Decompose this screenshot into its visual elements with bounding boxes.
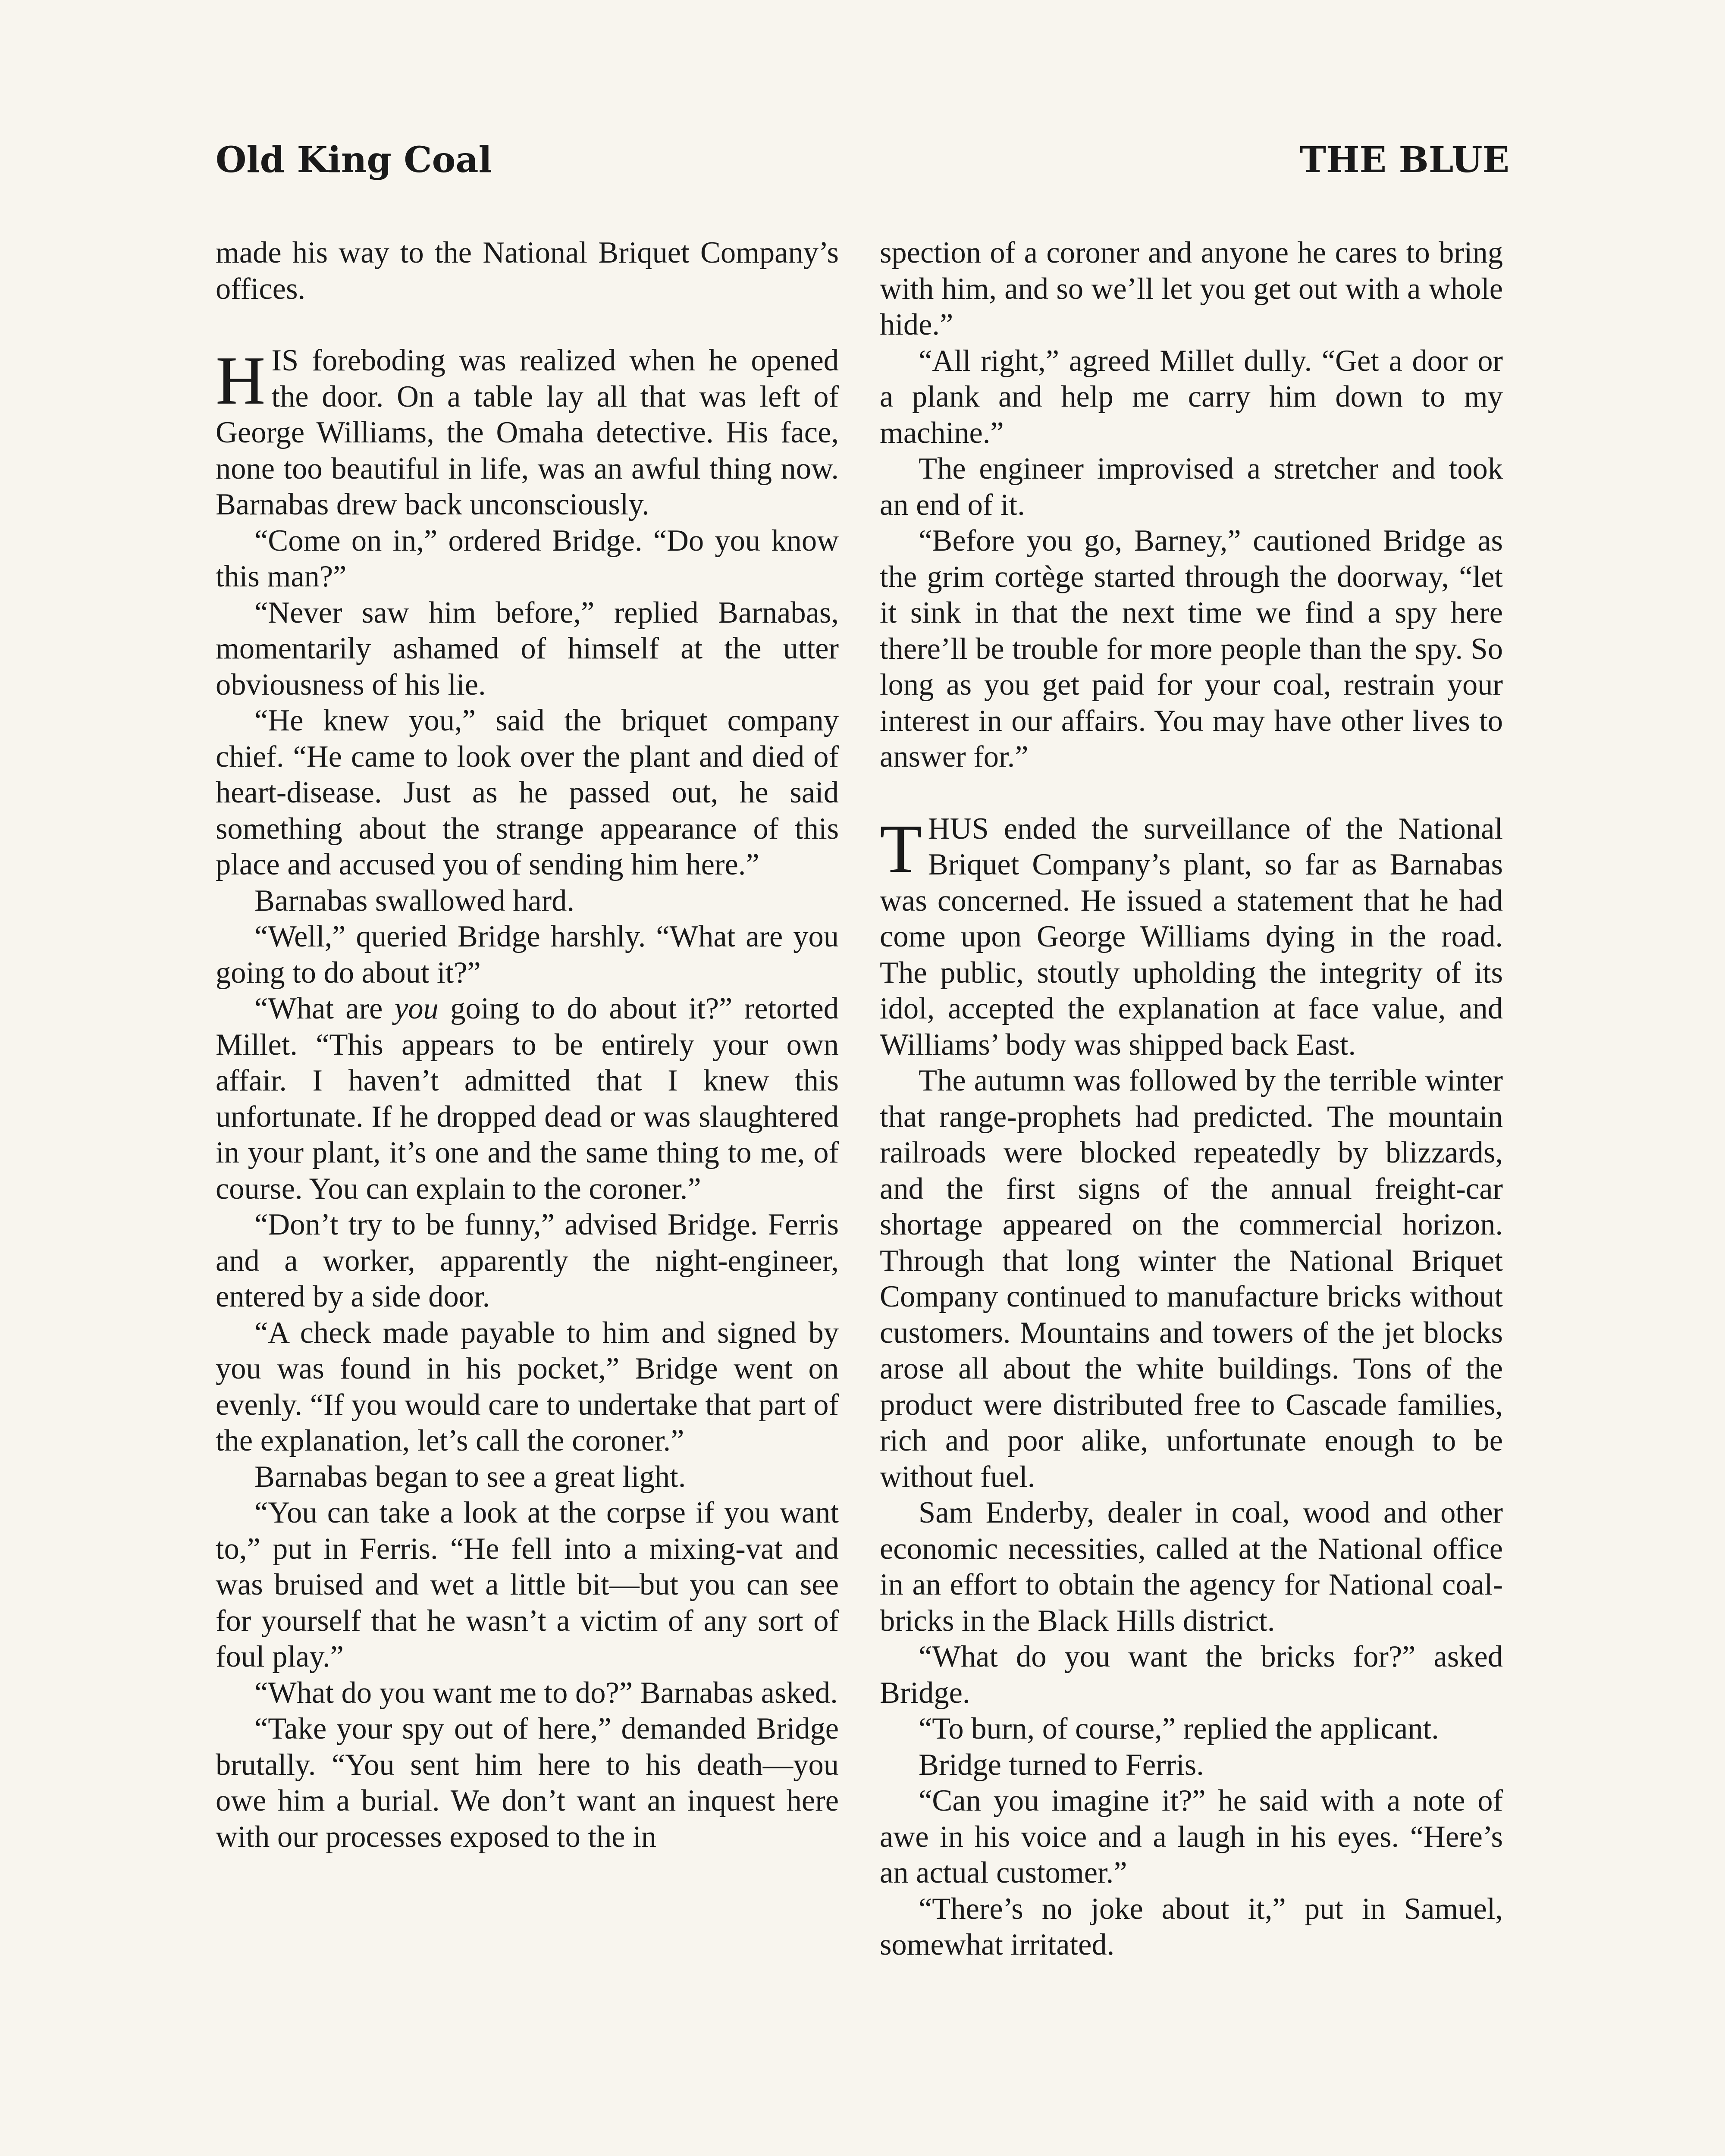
paragraph-text: HUS ended the surveillance of the National Briquet Company’s plant, so far as Barnabas was concerned. He issued a statement that he had come upon George Williams dying in the road. The public, stoutly upholding the integrity of its idol, accepted the explanation at face value, and Williams’ body was shipped back East. xyxy=(880,812,1503,1062)
paragraph: “Before you go, Barney,” cautioned Bridge as the grim cortège started through the doorway, “let it sink in that the next time we find a spy here there’ll be trouble for more people than the spy. So long as you get paid for your coal, restrain your interest in our affairs. You may have other lives to answer for.” xyxy=(880,524,1503,774)
paragraph xyxy=(216,991,839,1207)
paragraph: Barnabas began to see a great light. xyxy=(254,1460,686,1494)
drop-cap: T xyxy=(880,810,922,887)
left-column xyxy=(216,235,839,1855)
paragraph: “Can you imagine it?” he said with a note of awe in his voice and a laugh in his eyes. “Here’s an actual customer.” xyxy=(880,1784,1503,1890)
paragraph: “To burn, of course,” replied the applicant. xyxy=(919,1712,1439,1745)
paragraph: “Take your spy out of here,” demanded Bridge brutally. “You sent him here to his death—you owe him a burial. We don’t want an inquest here with our processes exposed to the in xyxy=(216,1712,839,1854)
paragraph: Barnabas swallowed hard. xyxy=(254,884,574,918)
paragraph: “All right,” agreed Millet dully. “Get a door or a plank and help me carry him down to my machine.” xyxy=(880,344,1503,450)
paragraph: “Don’t try to be funny,” advised Bridge. Ferris and a worker, apparently the night-engineer, entered by a side door. xyxy=(216,1208,839,1313)
paragraph: “Never saw him before,” replied Barnabas, momentarily ashamed of himself at the utter obviousness of his lie. xyxy=(216,595,839,702)
paragraph: “You can take a look at the corpse if you want to,” put in Ferris. “He fell into a mixing-vat and was bruised and wet a little bit—but you can see for yourself that he wasn’t a victim of any sort of foul play.” xyxy=(216,1496,839,1673)
running-title: Old King Coal xyxy=(216,139,492,181)
paragraph-text: “What are xyxy=(254,992,395,1025)
paragraph xyxy=(216,343,839,523)
paragraph: “What do you want me to do?” Barnabas asked. xyxy=(254,1676,838,1710)
emphasis: you xyxy=(394,992,439,1025)
paragraph: “Well,” queried Bridge harshly. “What are you going to do about it?” xyxy=(216,920,839,990)
paragraph: “Come on in,” ordered Bridge. “Do you know this man?” xyxy=(216,523,839,593)
paragraph: “He knew you,” said the briquet company chief. “He came to look over the plant and died of heart-disease. Just as he passed out, he said something about the strange appearance of this place and accused you of sending him here.” xyxy=(216,704,839,881)
paragraph: Sam Enderby, dealer in coal, wood and other economic necessities, called at the National office in an effort to obtain the agency for National coal-bricks in the Black Hills district. xyxy=(880,1496,1503,1638)
paragraph xyxy=(880,811,1503,1063)
paragraph: “A check made payable to him and signed by you was found in his pocket,” Bridge went on evenly. “If you would care to undertake that part of the explanation, let’s call the coroner.” xyxy=(216,1316,839,1457)
paragraph: spection of a coroner and anyone he cares to bring with him, and so we’ll let you get out with a whole hide.” xyxy=(880,236,1503,342)
paragraph: The autumn was followed by the terrible winter that range-prophets had predicted. The mountain railroads were blocked repeatedly by blizzards, and the first signs of the annual freight-car shortage appeared on the commercial horizon. Through that long winter the National Briquet Company continued to manufacture bricks without customers. Mountains and towers of the jet blocks arose all about the white buildings. Tons of the product were distributed free to Cascade families, rich and poor alike, unfortunate enough to be without fuel. xyxy=(880,1064,1503,1494)
paragraph: The engineer improvised a stretcher and took an end of it. xyxy=(880,452,1503,522)
right-column xyxy=(880,235,1503,1963)
paragraph-text: going to do about it?” retorted Millet. “This appears to be entirely your own affair. I haven’t admitted that I knew this unfortunate. If he dropped dead or was slaughtered in your plant, it’s one and the same thing to me, of course. You can explain to the coroner.” xyxy=(216,992,839,1206)
magazine-title: THE BLUE xyxy=(1299,139,1509,181)
drop-cap: H xyxy=(216,342,266,419)
paragraph: “There’s no joke about it,” put in Samuel, somewhat irritated. xyxy=(880,1892,1503,1962)
paragraph: Bridge turned to Ferris. xyxy=(919,1748,1204,1782)
paragraph: “What do you want the bricks for?” asked Bridge. xyxy=(880,1640,1503,1710)
paragraph: made his way to the National Briquet Company’s offices. xyxy=(216,236,839,306)
paragraph-text: IS foreboding was realized when he opened the door. On a table lay all that was left of George Williams, the Omaha detective. His face, none too beautiful in life, was an awful thing now. Barnabas drew back unconsciously. xyxy=(216,344,839,521)
